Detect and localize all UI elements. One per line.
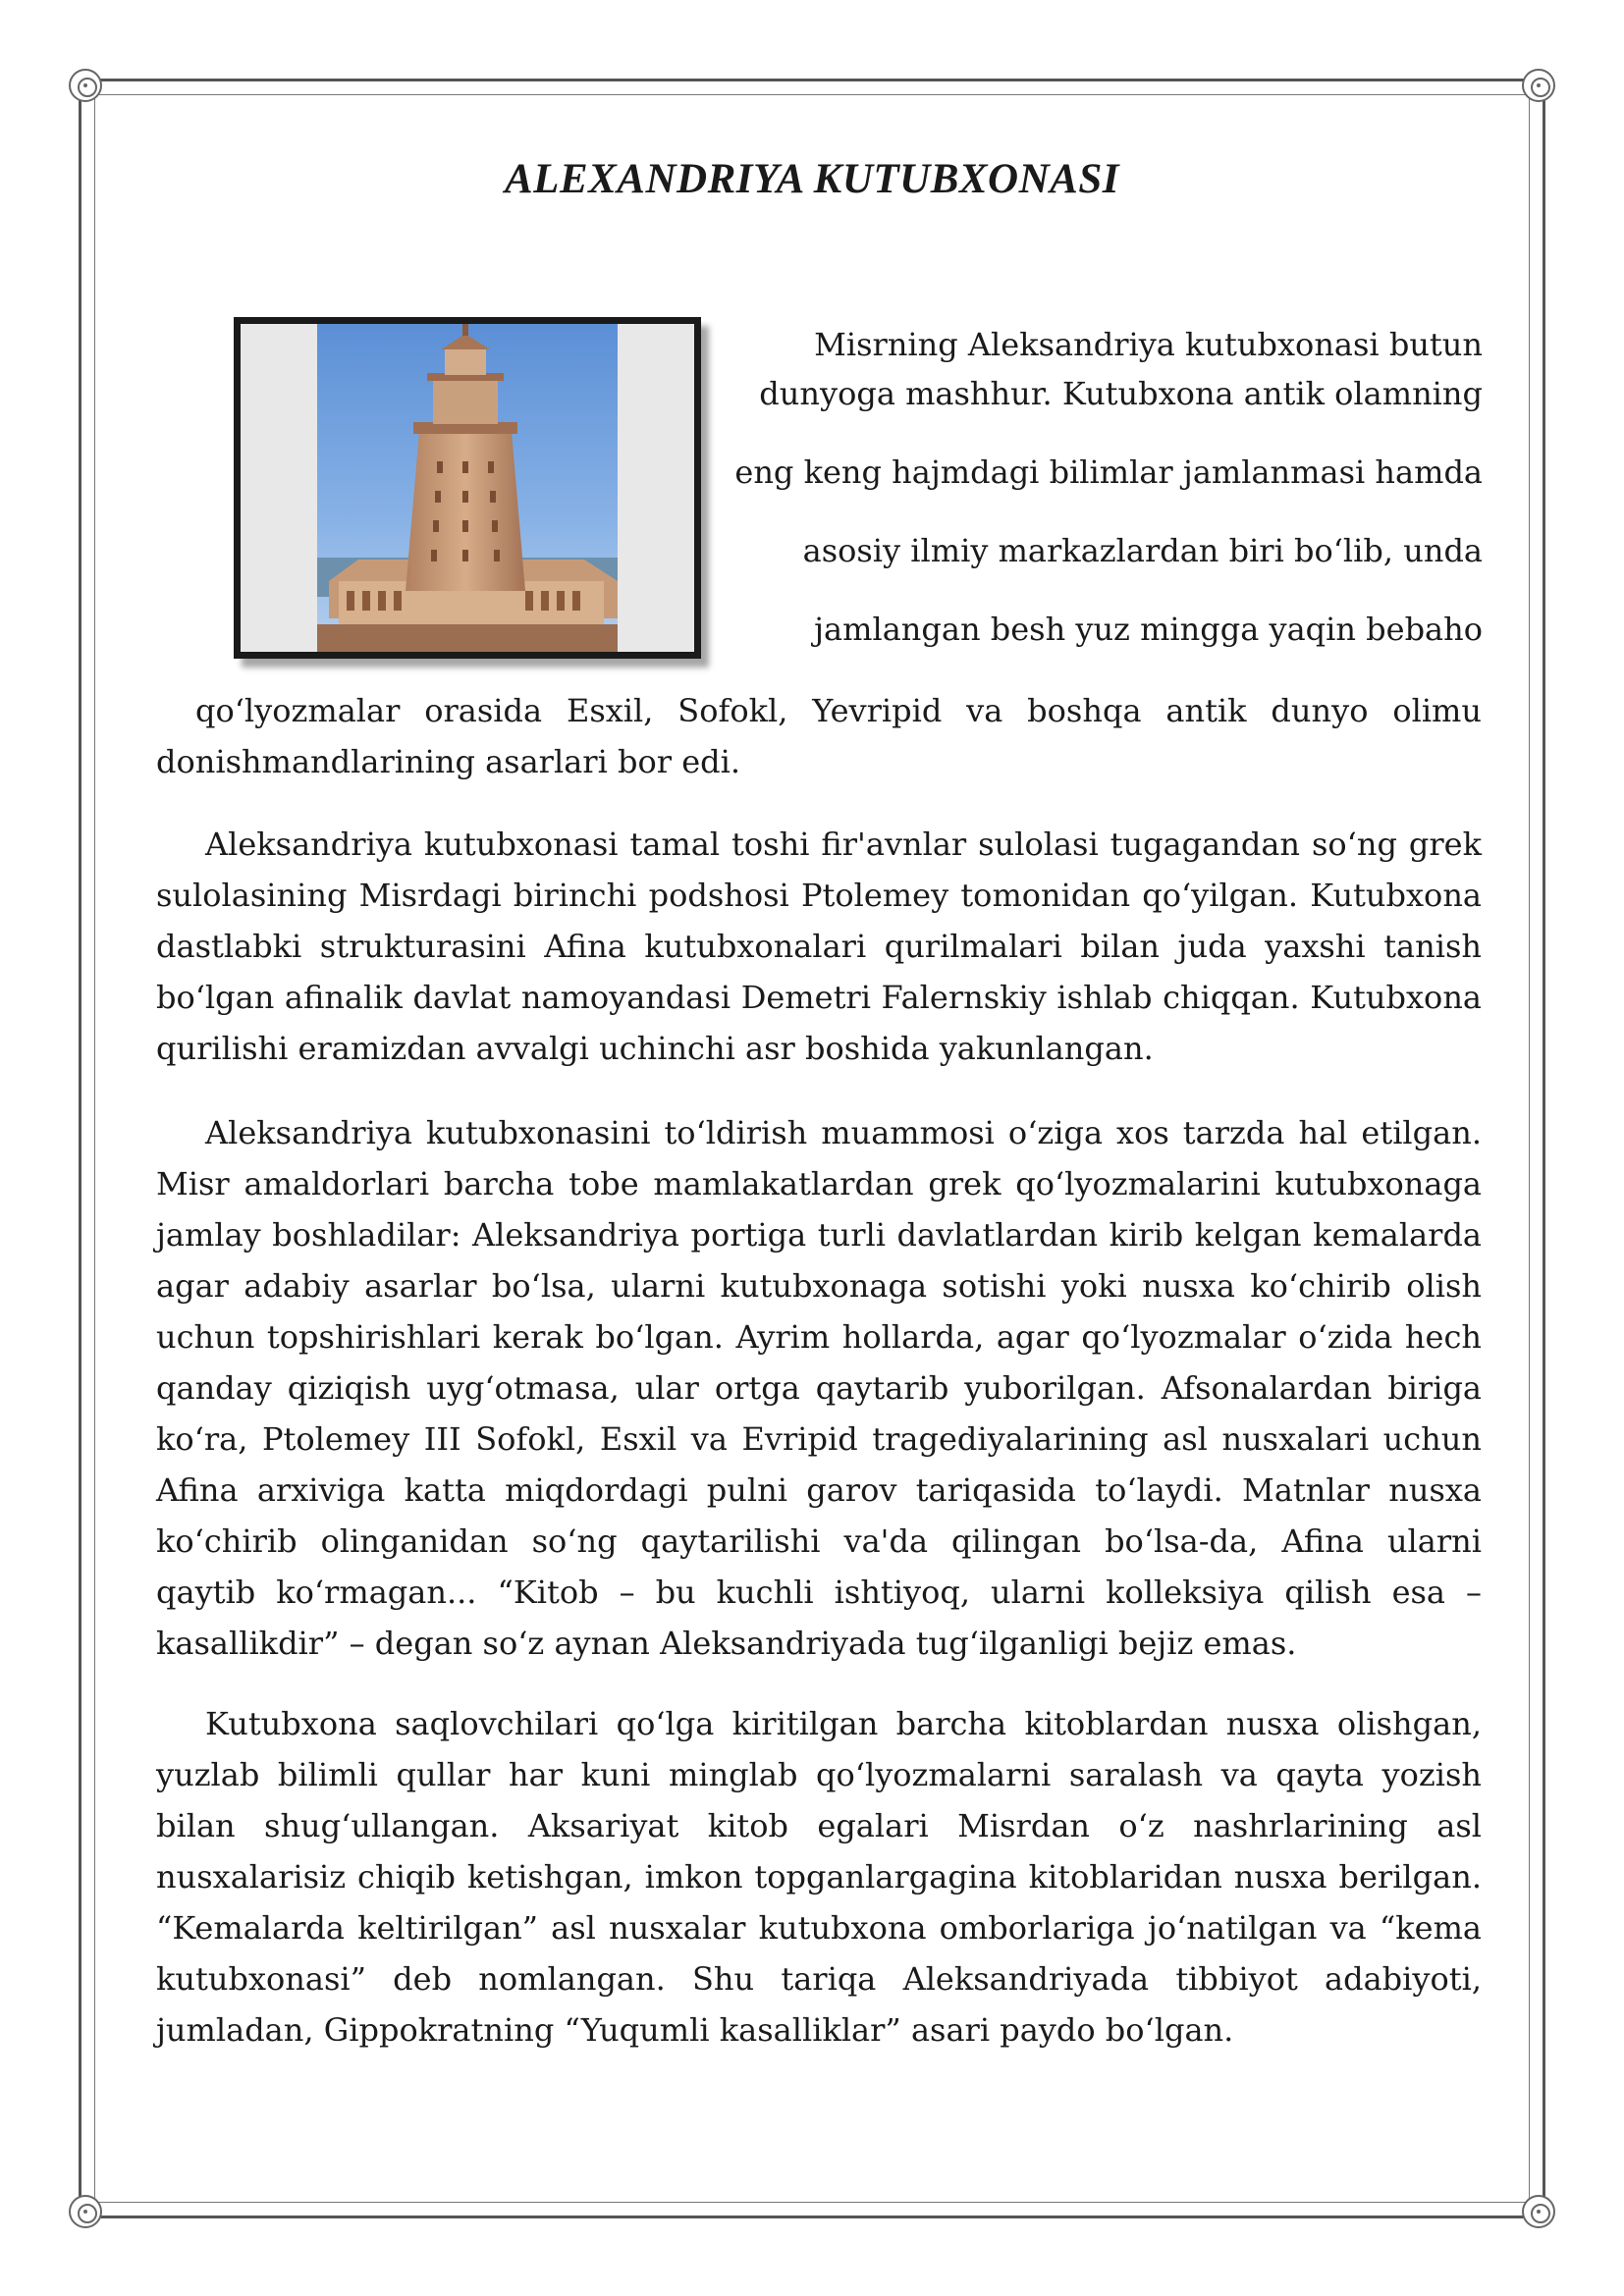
body-paragraph: Kutubxona saqlovchilari qo‘lga kiritilgan barcha kitoblardan nusxa olishgan, yuzlab bilimli qullar har kuni minglab qo‘lyozmalarni saralash va qayta yozish bilan shug‘ullangan. Aksariyat kitob egalari Misrdan o‘z nashrlarining asl nusxalarisiz chiqib ketishgan, imkon topganlargagina kitoblaridan nusxa berilgan. “Kemalarda keltirilgan” asl nusxalar kutubxona omborlariga jo‘natilgan va “kema kutubxonasi” deb nomlangan. Shu tariqa Aleksandriyada tibbiyot adabiyoti, jumladan, Gippokratning “Yuqumli kasalliklar” asari paydo bo‘lgan. bbox=[156, 1705, 1482, 2049]
intro-line: eng keng hajmdagi bilimlar jamlanmasi hamda bbox=[734, 454, 1483, 491]
corner-ornament-icon bbox=[69, 2195, 102, 2228]
corner-ornament-icon bbox=[1522, 2195, 1555, 2228]
corner-ornament-icon bbox=[69, 69, 102, 102]
paragraph-1-block bbox=[156, 819, 1482, 1074]
intro-right-lines bbox=[727, 319, 1483, 655]
paragraph-2-block bbox=[156, 1107, 1482, 1669]
intro-line: asosiy ilmiy markazlardan biri bo‘lib, unda bbox=[802, 532, 1483, 569]
corner-ornament-icon bbox=[1522, 69, 1555, 102]
intro-line: Misrning Aleksandriya kutubxonasi butun bbox=[814, 326, 1483, 363]
intro-continuation-block bbox=[156, 685, 1482, 787]
body-paragraph: Aleksandriya kutubxonasi tamal toshi fir'avnlar sulolasi tugagandan so‘ng grek sulolasining Misrdagi birinchi podshosi Ptolemey tomonidan qo‘yilgan. Kutubxona dastlabki strukturasini Afina kutubxonalari qurilmalari bilan juda yaxshi tanish bo‘lgan afinalik davlat namoyandasi Demetri Falernskiy ishlab chiqqan. Kutubxona qurilishi eramizdan avvalgi uchinchi asr boshida yakunlangan. bbox=[156, 826, 1482, 1067]
intro-line: jamlangan besh yuz mingga yaqin bebaho bbox=[814, 611, 1483, 648]
paragraph-3-block bbox=[156, 1698, 1482, 2056]
lighthouse-image bbox=[234, 317, 701, 659]
intro-continuation: qo‘lyozmalar orasida Esxil, Sofokl, Yevripid va boshqa antik dunyo olimu donishmandlarining asarlari bor edi. bbox=[156, 692, 1482, 780]
body-paragraph: Aleksandriya kutubxonasini to‘ldirish muammosi o‘ziga xos tarzda hal etilgan. Misr amaldorlari barcha tobe mamlakatlardan grek qo‘lyozmalarini kutubxonaga jamlay boshladilar: Aleksandriya portiga turli davlatlardan kirib kelgan kemalarda agar adabiy asarlar bo‘lsa, ularni kutubxonaga sotishi yoki nusxa ko‘chirib olish uchun topshirishlari kerak bo‘lgan. Ayrim hollarda, agar qo‘lyozmalar o‘zida hech qanday qiziqish uyg‘otmasa, ular ortga qaytarib yuborilgan. Afsonalardan biriga ko‘ra, Ptolemey III Sofokl, Esxil va Evripid tragediyalarining asl nusxalari uchun Afina arxiviga katta miqdordagi pulni garov tariqasida to‘laydi. Matnlar nusxa ko‘chirib olinganidan so‘ng qaytarilishi va'da qilingan bo‘lsa-da, Afina ularni qaytib ko‘rmagan... “Kitob – bu kuchli ishtiyoq, ularni kolleksiya qilish esa – kasallikdir” – degan so‘z aynan Aleksandriyada tug‘ilganligi bejiz emas. bbox=[156, 1114, 1482, 1662]
intro-line: dunyoga mashhur. Kutubxona antik olamning bbox=[759, 375, 1483, 412]
page-title: ALEXANDRIYA KUTUBXONASI bbox=[505, 156, 1119, 202]
